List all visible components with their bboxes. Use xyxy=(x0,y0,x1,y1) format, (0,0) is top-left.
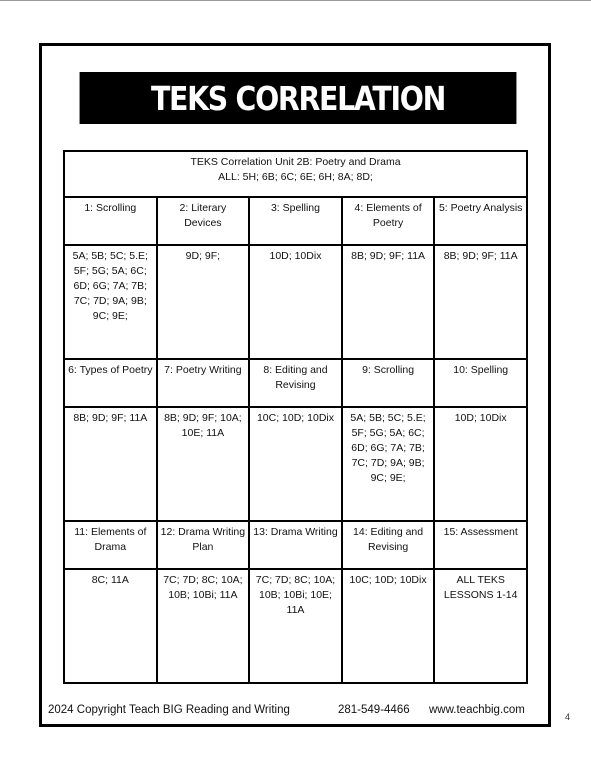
footer-copyright: 2024 Copyright Teach BIG Reading and Writing xyxy=(48,704,290,716)
page-number: 4 xyxy=(565,712,571,722)
lesson-cell: 4: Elements of Poetry xyxy=(342,197,435,245)
lesson-cell: 7: Poetry Writing xyxy=(157,359,250,407)
footer-website[interactable]: www.teachbig.com xyxy=(429,704,525,716)
lesson-cell: 11: Elements of Drama xyxy=(64,521,157,569)
teks-cell: 8B; 9D; 9F; 11A xyxy=(342,245,435,359)
teks-cell: 7C; 7D; 8C; 10A; 10B; 10Bi; 10E; 11A xyxy=(249,569,342,683)
teks-cell: 10D; 10Dix xyxy=(249,245,342,359)
lesson-cell: 6: Types of Poetry xyxy=(64,359,157,407)
lesson-cell: 12: Drama Writing Plan xyxy=(157,521,250,569)
teks-cell: 7C; 7D; 8C; 10A; 10B; 10Bi; 11A xyxy=(157,569,250,683)
lesson-cell: 5: Poetry Analysis xyxy=(434,197,527,245)
table-subheading: ALL: 5H; 6B; 6C; 6E; 6H; 8A; 8D; xyxy=(218,171,373,183)
page-title: TEKS CORRELATION xyxy=(80,72,517,124)
table-row xyxy=(64,197,527,245)
teks-cell: 10C; 10D; 10Dix xyxy=(249,407,342,521)
teks-cell: 9D; 9F; xyxy=(157,245,250,359)
lesson-cell: 10: Spelling xyxy=(434,359,527,407)
teks-cell: 8B; 9D; 9F; 11A xyxy=(434,245,527,359)
teks-cell: ALL TEKS LESSONS 1-14 xyxy=(434,569,527,683)
lesson-cell: 2: Literary Devices xyxy=(157,197,250,245)
teks-cell: 8B; 9D; 9F; 11A xyxy=(64,407,157,521)
page-frame xyxy=(39,43,551,727)
table-row xyxy=(64,521,527,569)
lesson-cell: 1: Scrolling xyxy=(64,197,157,245)
teks-cell: 8C; 11A xyxy=(64,569,157,683)
teks-correlation-table xyxy=(63,150,528,684)
footer-phone: 281-549-4466 xyxy=(338,704,410,716)
lesson-cell: 15: Assessment xyxy=(434,521,527,569)
lesson-cell: 3: Spelling xyxy=(249,197,342,245)
teks-cell: 5A; 5B; 5C; 5.E; 5F; 5G; 5A; 6C; 6D; 6G; 7A; 7B; 7C; 7D; 9A; 9B; 9C; 9E; xyxy=(64,245,157,359)
teks-cell: 8B; 9D; 9F; 10A; 10E; 11A xyxy=(157,407,250,521)
table-row xyxy=(64,359,527,407)
lesson-cell: 14: Editing and Revising xyxy=(342,521,435,569)
lesson-cell: 9: Scrolling xyxy=(342,359,435,407)
top-divider xyxy=(0,0,591,1)
teks-cell: 5A; 5B; 5C; 5.E; 5F; 5G; 5A; 6C; 6D; 6G; 7A; 7B; 7C; 7D; 9A; 9B; 9C; 9E; xyxy=(342,407,435,521)
lesson-cell: 13: Drama Writing xyxy=(249,521,342,569)
teks-cell: 10C; 10D; 10Dix xyxy=(342,569,435,683)
table-row xyxy=(64,569,527,683)
table-title-cell xyxy=(64,151,527,197)
teks-cell: 10D; 10Dix xyxy=(434,407,527,521)
table-heading: TEKS Correlation Unit 2B: Poetry and Drama xyxy=(190,156,401,168)
table-row xyxy=(64,245,527,359)
lesson-cell: 8: Editing and Revising xyxy=(249,359,342,407)
table-row xyxy=(64,407,527,521)
